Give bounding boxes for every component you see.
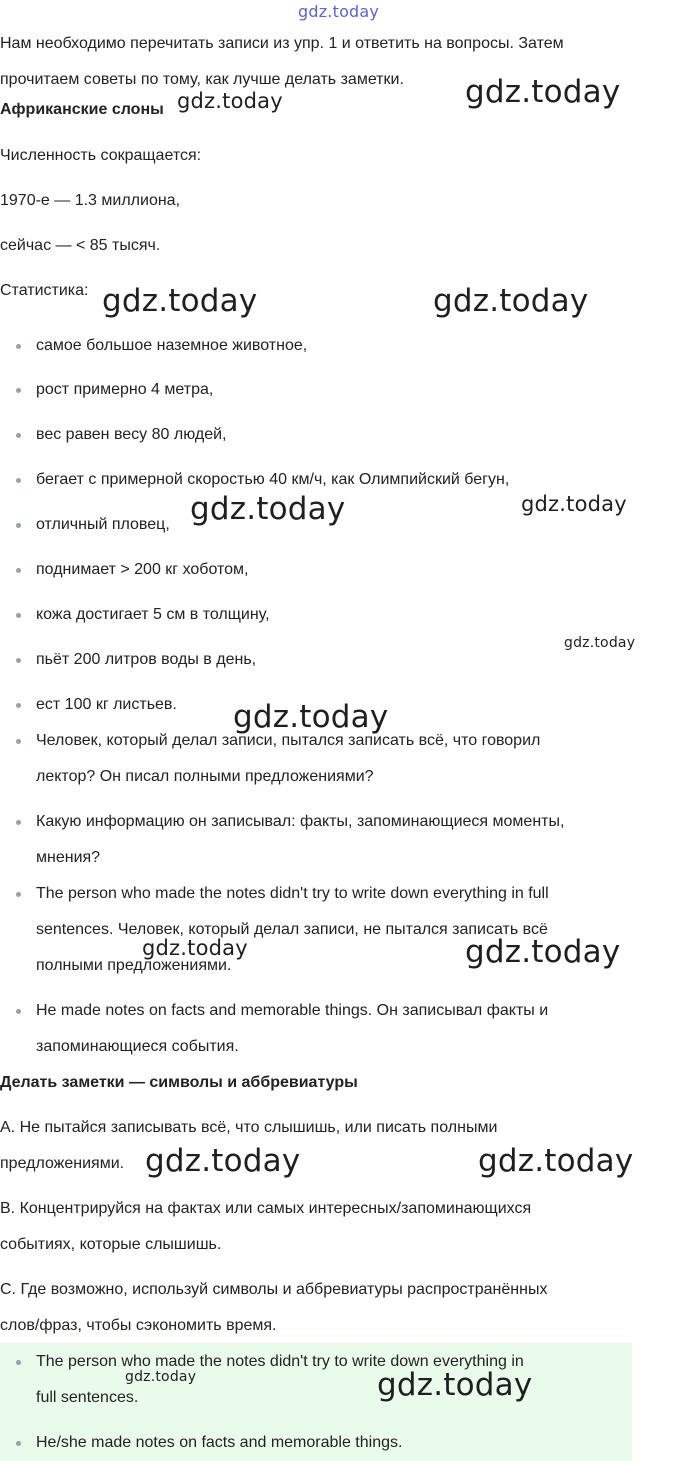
watermark: gdz.today <box>564 635 636 651</box>
watermark: gdz.today <box>465 934 621 970</box>
stats-label: Статистика: <box>0 282 89 299</box>
bullet-icon <box>16 1360 21 1365</box>
bullet-icon <box>16 613 21 618</box>
tip-a-line-2: предложениями. <box>0 1155 125 1172</box>
bullet-icon <box>16 892 21 897</box>
watermark: gdz.today <box>377 1367 533 1403</box>
bullet-icon <box>16 478 21 483</box>
bullet-icon <box>16 344 21 349</box>
watermark: gdz.today <box>298 2 380 21</box>
tip-b-line-1: B. Концентрируйся на фактах или самых интересных/запоминающихся <box>0 1200 532 1217</box>
bullet-icon <box>16 433 21 438</box>
watermark: gdz.today <box>177 89 283 113</box>
watermark: gdz.today <box>521 492 627 516</box>
watermark: gdz.today <box>233 699 389 735</box>
section-heading-tips: Делать заметки — символы и аббревиатуры <box>0 1074 358 1091</box>
bullet-icon <box>16 739 21 744</box>
population-decline: Численность сокращается: <box>0 147 202 164</box>
watermark: gdz.today <box>478 1143 634 1179</box>
population-now: сейчас — < 85 тысяч. <box>0 237 161 254</box>
bullet-icon <box>16 820 21 825</box>
watermark: gdz.today <box>465 74 621 110</box>
population-1970: 1970-е — 1.3 миллиона, <box>0 192 181 209</box>
watermark: gdz.today <box>125 1369 197 1385</box>
bullet-icon <box>16 1441 21 1446</box>
bullet-icon <box>16 1009 21 1014</box>
watermark: gdz.today <box>145 1143 301 1179</box>
watermark: gdz.today <box>190 491 346 527</box>
watermark: gdz.today <box>433 283 589 319</box>
section-heading-elephants: Африканские слоны <box>0 101 164 118</box>
tip-a-line-1: A. Не пытайся записывать всё, что слышишь, или писать полными <box>0 1119 498 1136</box>
tip-c-line-1: C. Где возможно, используй символы и аббревиатуры распространённых <box>0 1281 548 1298</box>
intro-line-1: Нам необходимо перечитать записи из упр. 1 и ответить на вопросы. Затем <box>0 35 564 52</box>
tip-c-line-2: слов/фраз, чтобы сэкономить время. <box>0 1317 277 1334</box>
intro-line-2: прочитаем советы по тому, как лучше делать заметки. <box>0 71 404 88</box>
bullet-icon <box>16 523 21 528</box>
watermark: gdz.today <box>102 283 258 319</box>
bullet-icon <box>16 568 21 573</box>
bullet-icon <box>16 703 21 708</box>
tip-b-line-2: событиях, которые слышишь. <box>0 1236 222 1253</box>
bullet-icon <box>16 388 21 393</box>
bullet-icon <box>16 658 21 663</box>
watermark: gdz.today <box>142 936 248 960</box>
